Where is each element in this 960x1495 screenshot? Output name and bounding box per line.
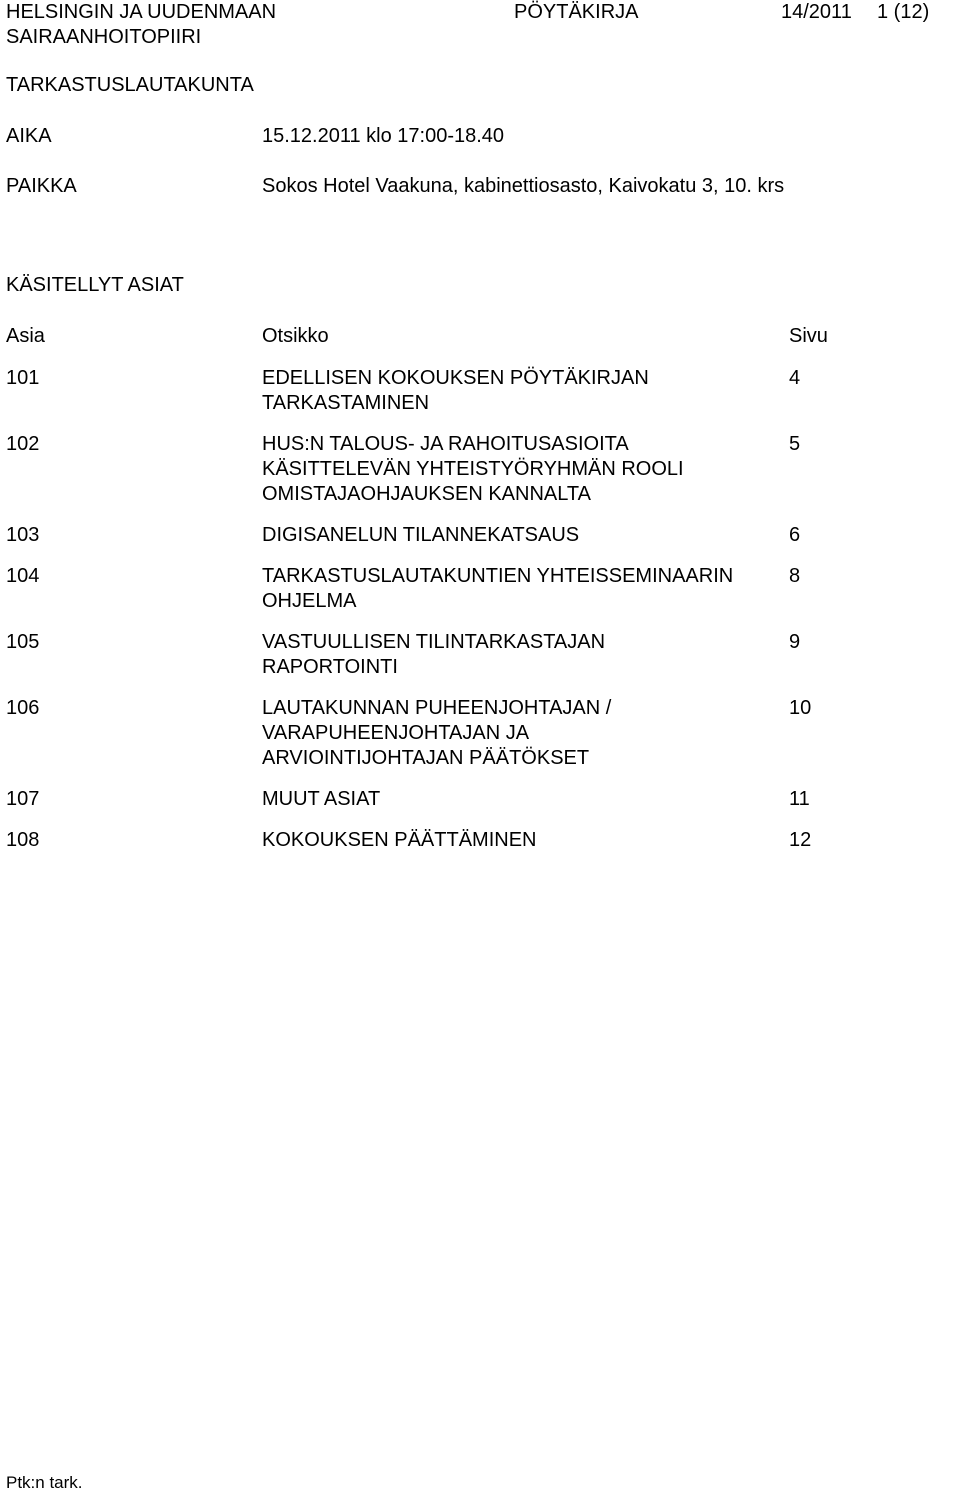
item-page: 11: [789, 788, 810, 810]
item-page: 4: [789, 367, 801, 389]
place-label: PAIKKA: [6, 175, 77, 197]
item-title: DIGISANELUN TILANNEKATSAUS: [262, 524, 580, 546]
item-title: VASTUULLISEN TILINTARKASTAJAN RAPORTOINTI: [262, 631, 606, 678]
item-number: 106: [6, 697, 40, 719]
item-number: 103: [6, 524, 40, 546]
item-title: KOKOUKSEN PÄÄTTÄMINEN: [262, 829, 537, 851]
table-row: [6, 828, 906, 869]
table-row: [6, 696, 906, 787]
agenda-header-row: [6, 324, 906, 366]
item-page: 10: [789, 697, 812, 719]
item-number: 104: [6, 565, 40, 587]
item-title: MUUT ASIAT: [262, 788, 381, 810]
footer-checker-label: Ptk:n tark.: [6, 1473, 83, 1492]
item-page: 8: [789, 565, 801, 587]
table-row: [6, 564, 906, 630]
item-page: 5: [789, 433, 801, 455]
table-row: [6, 366, 906, 432]
header-sivu: Sivu: [789, 325, 828, 347]
item-number: 102: [6, 433, 40, 455]
table-row: [6, 432, 906, 523]
place-value: Sokos Hotel Vaakuna, kabinettiosasto, Kaivokatu 3, 10. krs: [262, 175, 785, 197]
agenda-table: [6, 324, 906, 869]
committee-name: TARKASTUSLAUTAKUNTA: [6, 74, 254, 96]
time-value: 15.12.2011 klo 17:00-18.40: [262, 125, 505, 147]
organization-name: HELSINGIN JA UUDENMAAN SAIRAANHOITOPIIRI: [6, 1, 277, 48]
header-otsikko: Otsikko: [262, 325, 329, 347]
item-number: 101: [6, 367, 40, 389]
item-number: 105: [6, 631, 40, 653]
table-row: [6, 630, 906, 696]
section-title: KÄSITELLYT ASIAT: [6, 274, 184, 296]
item-number: 108: [6, 829, 40, 851]
page-number: 1 (12): [877, 1, 930, 23]
document-type: PÖYTÄKIRJA: [514, 1, 639, 23]
item-page: 9: [789, 631, 801, 653]
time-label: AIKA: [6, 125, 52, 147]
item-title: EDELLISEN KOKOUKSEN PÖYTÄKIRJAN TARKASTAMINEN: [262, 367, 649, 414]
document-number: 14/2011: [781, 1, 852, 23]
table-row: [6, 523, 906, 564]
table-row: [6, 787, 906, 828]
item-title: LAUTAKUNNAN PUHEENJOHTAJAN / VARAPUHEENJOHTAJAN JA ARVIOINTIJOHTAJAN PÄÄTÖKSET: [262, 697, 612, 769]
item-title: HUS:N TALOUS- JA RAHOITUSASIOITA KÄSITTELEVÄN YHTEISTYÖRYHMÄN ROOLI OMISTAJAOHJAUKSEN KANNALTA: [262, 433, 684, 505]
item-title: TARKASTUSLAUTAKUNTIEN YHTEISSEMINAARIN OHJELMA: [262, 565, 734, 612]
header-asia: Asia: [6, 325, 45, 347]
item-page: 12: [789, 829, 812, 851]
item-page: 6: [789, 524, 801, 546]
item-number: 107: [6, 788, 40, 810]
